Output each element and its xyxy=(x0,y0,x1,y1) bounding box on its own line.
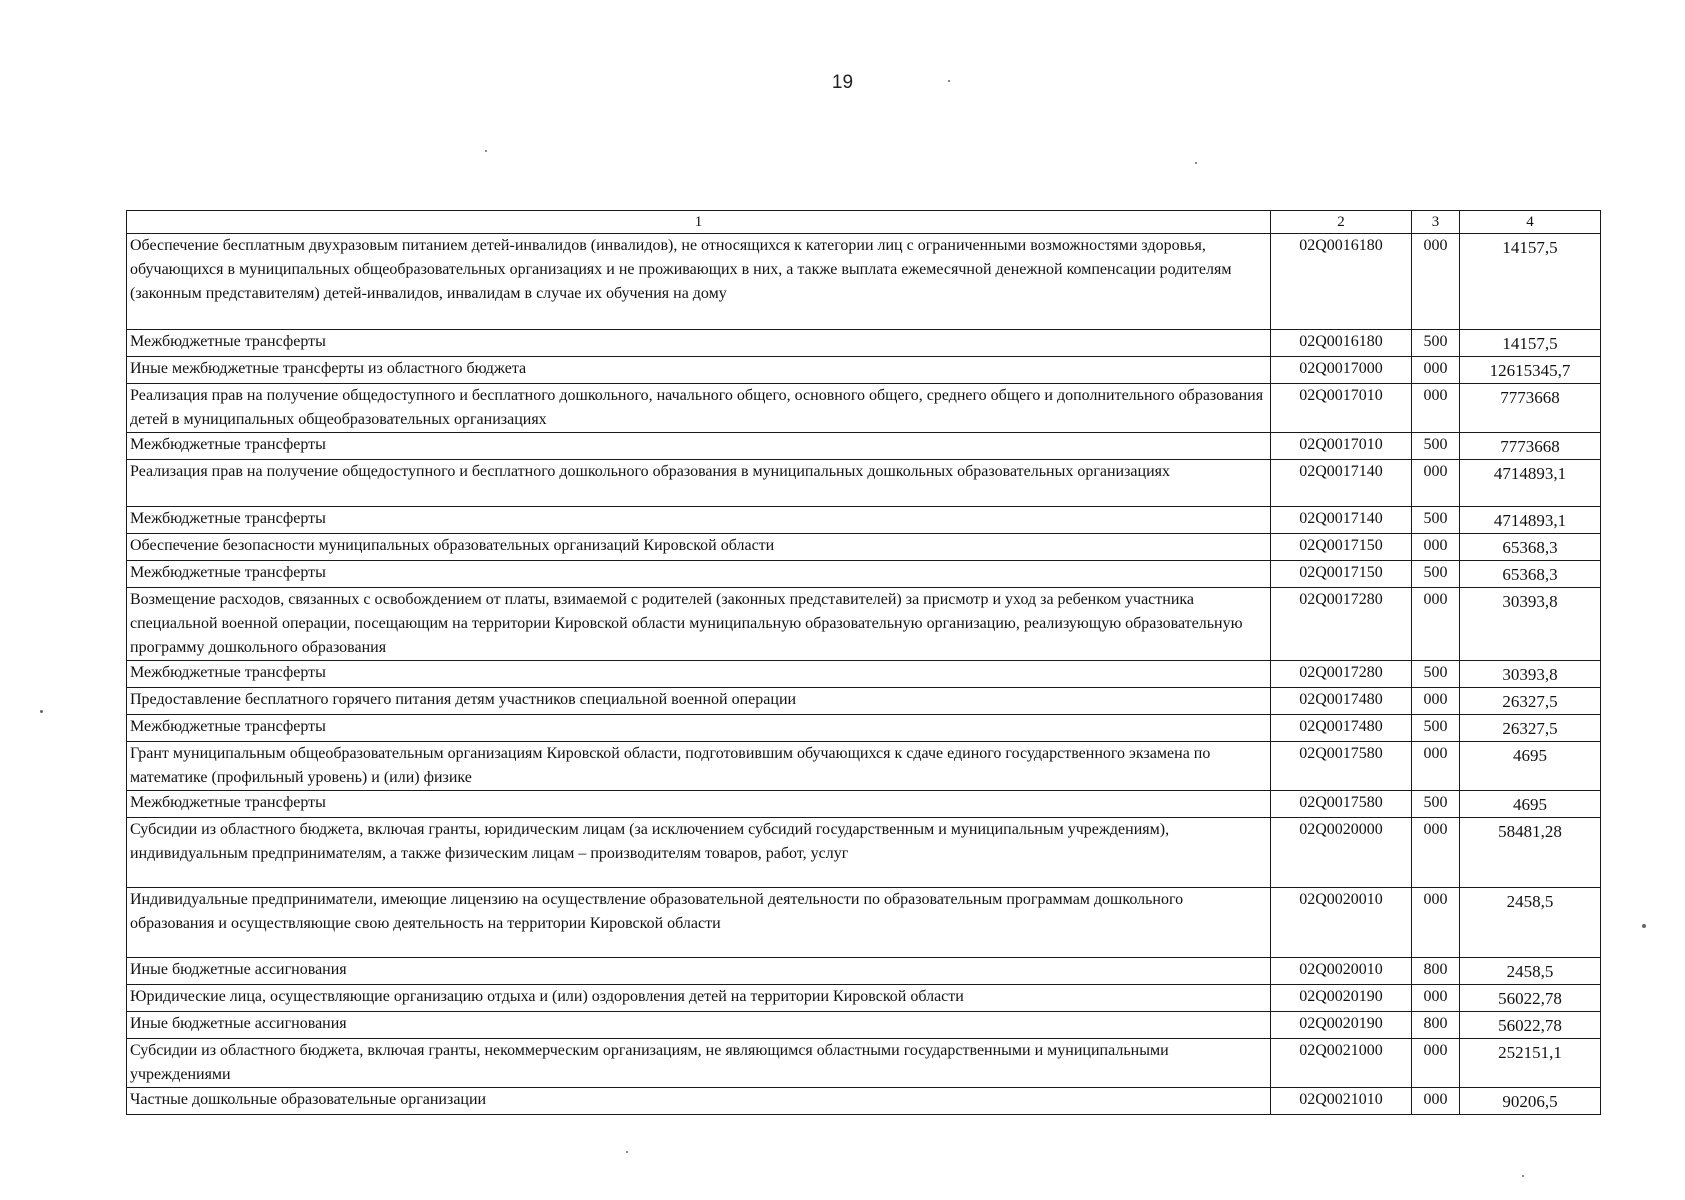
row-sum-cell: 2458,5 xyxy=(1460,888,1601,958)
row-type-cell: 000 xyxy=(1412,234,1460,330)
row-type-cell: 000 xyxy=(1412,357,1460,384)
row-code-cell: 02Q0020190 xyxy=(1271,1012,1412,1039)
table-row xyxy=(127,234,1601,330)
row-type-cell: 500 xyxy=(1412,715,1460,742)
table-row xyxy=(127,384,1601,433)
row-name-cell: Субсидии из областного бюджета, включая гранты, некоммерческим организациям, не являющимся областными государственными и муниципальными учреждениями xyxy=(127,1039,1271,1088)
row-sum-cell: 2458,5 xyxy=(1460,958,1601,985)
row-type-cell: 500 xyxy=(1412,507,1460,534)
scan-speck xyxy=(40,710,43,713)
row-code-cell: 02Q0017480 xyxy=(1271,715,1412,742)
row-sum-cell: 252151,1 xyxy=(1460,1039,1601,1088)
header-cell-code: 2 xyxy=(1271,211,1412,234)
row-code-cell: 02Q0017010 xyxy=(1271,433,1412,460)
scan-speck xyxy=(948,80,950,82)
page-number: 19 xyxy=(831,72,854,93)
row-sum-cell: 14157,5 xyxy=(1460,234,1601,330)
row-type-cell: 000 xyxy=(1412,818,1460,888)
table-row xyxy=(127,742,1601,791)
row-name-cell: Обеспечение безопасности муниципальных образовательных организаций Кировской области xyxy=(127,534,1271,561)
scan-speck xyxy=(1642,924,1646,928)
row-name-cell: Иные бюджетные ассигнования xyxy=(127,958,1271,985)
row-name-cell: Предоставление бесплатного горячего питания детям участников специальной военной операции xyxy=(127,688,1271,715)
row-code-cell: 02Q0020190 xyxy=(1271,985,1412,1012)
row-sum-cell: 30393,8 xyxy=(1460,661,1601,688)
table-row xyxy=(127,534,1601,561)
row-sum-cell: 56022,78 xyxy=(1460,1012,1601,1039)
row-type-cell: 000 xyxy=(1412,588,1460,661)
scan-speck xyxy=(485,150,487,152)
row-code-cell: 02Q0017150 xyxy=(1271,561,1412,588)
row-sum-cell: 4695 xyxy=(1460,791,1601,818)
row-name-cell: Возмещение расходов, связанных с освобождением от платы, взимаемой с родителей (законных представителей) за присмотр и уход за ребенком участника специальной военной операции, посещающим на территории Кировской области муниципальную образовательную организацию, реализующую образовательную программу дошкольного образования xyxy=(127,588,1271,661)
table-row xyxy=(127,888,1601,958)
row-type-cell: 500 xyxy=(1412,791,1460,818)
row-sum-cell: 14157,5 xyxy=(1460,330,1601,357)
row-code-cell: 02Q0017140 xyxy=(1271,507,1412,534)
row-code-cell: 02Q0020000 xyxy=(1271,818,1412,888)
row-sum-cell: 4695 xyxy=(1460,742,1601,791)
row-sum-cell: 12615345,7 xyxy=(1460,357,1601,384)
row-code-cell: 02Q0017280 xyxy=(1271,661,1412,688)
row-type-cell: 500 xyxy=(1412,330,1460,357)
table-row xyxy=(127,1039,1601,1088)
table-row xyxy=(127,818,1601,888)
header-cell-sum: 4 xyxy=(1460,211,1601,234)
scan-speck xyxy=(1195,162,1197,164)
row-name-cell: Межбюджетные трансферты xyxy=(127,715,1271,742)
row-sum-cell: 90206,5 xyxy=(1460,1088,1601,1115)
table-row xyxy=(127,688,1601,715)
row-sum-cell: 26327,5 xyxy=(1460,688,1601,715)
row-code-cell: 02Q0017150 xyxy=(1271,534,1412,561)
table-row xyxy=(127,1088,1601,1115)
row-code-cell: 02Q0020010 xyxy=(1271,888,1412,958)
row-type-cell: 000 xyxy=(1412,534,1460,561)
row-code-cell: 02Q0020010 xyxy=(1271,958,1412,985)
table-row xyxy=(127,791,1601,818)
row-sum-cell: 7773668 xyxy=(1460,384,1601,433)
row-code-cell: 02Q0017010 xyxy=(1271,384,1412,433)
row-sum-cell: 26327,5 xyxy=(1460,715,1601,742)
row-name-cell: Межбюджетные трансферты xyxy=(127,330,1271,357)
row-sum-cell: 65368,3 xyxy=(1460,561,1601,588)
row-name-cell: Индивидуальные предприниматели, имеющие лицензию на осуществление образовательной деятельности по образовательным программам дошкольного образования и осуществляющие свою деятельность на территории Кировской области xyxy=(127,888,1271,958)
row-name-cell: Обеспечение бесплатным двухразовым питанием детей-инвалидов (инвалидов), не относящихся к категории лиц с ограниченными возможностями здоровья, обучающихся в муниципальных общеобразовательных организациях и не проживающих в них, а также выплата ежемесячной денежной компенсации родителям (законным представителям) детей-инвалидов, инвалидам в случае их обучения на дому xyxy=(127,234,1271,330)
row-type-cell: 500 xyxy=(1412,661,1460,688)
header-cell-type: 3 xyxy=(1412,211,1460,234)
budget-table xyxy=(126,210,1601,1115)
row-code-cell: 02Q0016180 xyxy=(1271,330,1412,357)
row-name-cell: Иные бюджетные ассигнования xyxy=(127,1012,1271,1039)
table-row xyxy=(127,357,1601,384)
row-code-cell: 02Q0017480 xyxy=(1271,688,1412,715)
table-row xyxy=(127,330,1601,357)
table-row xyxy=(127,433,1601,460)
row-type-cell: 500 xyxy=(1412,561,1460,588)
header-cell-name: 1 xyxy=(127,211,1271,234)
row-name-cell: Иные межбюджетные трансферты из областного бюджета xyxy=(127,357,1271,384)
table-row xyxy=(127,460,1601,507)
table-row xyxy=(127,561,1601,588)
row-name-cell: Межбюджетные трансферты xyxy=(127,661,1271,688)
row-type-cell: 000 xyxy=(1412,688,1460,715)
row-name-cell: Межбюджетные трансферты xyxy=(127,433,1271,460)
row-type-cell: 000 xyxy=(1412,985,1460,1012)
table-row xyxy=(127,588,1601,661)
row-type-cell: 000 xyxy=(1412,460,1460,507)
row-code-cell: 02Q0017140 xyxy=(1271,460,1412,507)
table-row xyxy=(127,661,1601,688)
table-row xyxy=(127,958,1601,985)
row-type-cell: 000 xyxy=(1412,384,1460,433)
row-name-cell: Межбюджетные трансферты xyxy=(127,561,1271,588)
row-code-cell: 02Q0017580 xyxy=(1271,791,1412,818)
table-header-row xyxy=(127,211,1601,234)
row-sum-cell: 30393,8 xyxy=(1460,588,1601,661)
row-sum-cell: 4714893,1 xyxy=(1460,460,1601,507)
row-name-cell: Грант муниципальным общеобразовательным организациям Кировской области, подготовившим обучающихся к сдаче единого государственного экзамена по математике (профильный уровень) и (или) физике xyxy=(127,742,1271,791)
row-sum-cell: 65368,3 xyxy=(1460,534,1601,561)
row-code-cell: 02Q0017280 xyxy=(1271,588,1412,661)
row-sum-cell: 56022,78 xyxy=(1460,985,1601,1012)
row-code-cell: 02Q0021010 xyxy=(1271,1088,1412,1115)
row-type-cell: 000 xyxy=(1412,888,1460,958)
row-code-cell: 02Q0017000 xyxy=(1271,357,1412,384)
row-name-cell: Субсидии из областного бюджета, включая гранты, юридическим лицам (за исключением субсидий государственным и муниципальным учреждениям), индивидуальным предпринимателям, а также физическим лицам – производителям товаров, работ, услуг xyxy=(127,818,1271,888)
table-row xyxy=(127,715,1601,742)
row-name-cell: Частные дошкольные образовательные организации xyxy=(127,1088,1271,1115)
row-name-cell: Реализация прав на получение общедоступного и бесплатного дошкольного, начального общего, основного общего, среднего общего и дополнительного образования детей в муниципальных общеобразовательных организациях xyxy=(127,384,1271,433)
row-sum-cell: 4714893,1 xyxy=(1460,507,1601,534)
row-type-cell: 800 xyxy=(1412,1012,1460,1039)
row-sum-cell: 58481,28 xyxy=(1460,818,1601,888)
row-code-cell: 02Q0016180 xyxy=(1271,234,1412,330)
row-name-cell: Реализация прав на получение общедоступного и бесплатного дошкольного образования в муниципальных дошкольных образовательных организациях xyxy=(127,460,1271,507)
row-type-cell: 800 xyxy=(1412,958,1460,985)
row-type-cell: 500 xyxy=(1412,433,1460,460)
row-name-cell: Юридические лица, осуществляющие организацию отдыха и (или) оздоровления детей на территории Кировской области xyxy=(127,985,1271,1012)
row-sum-cell: 7773668 xyxy=(1460,433,1601,460)
row-type-cell: 000 xyxy=(1412,742,1460,791)
scan-speck xyxy=(1522,1175,1524,1177)
row-code-cell: 02Q0021000 xyxy=(1271,1039,1412,1088)
row-type-cell: 000 xyxy=(1412,1088,1460,1115)
row-name-cell: Межбюджетные трансферты xyxy=(127,507,1271,534)
table-row xyxy=(127,507,1601,534)
row-code-cell: 02Q0017580 xyxy=(1271,742,1412,791)
row-type-cell: 000 xyxy=(1412,1039,1460,1088)
table-row xyxy=(127,1012,1601,1039)
row-name-cell: Межбюджетные трансферты xyxy=(127,791,1271,818)
table-row xyxy=(127,985,1601,1012)
scan-speck xyxy=(626,1151,628,1153)
